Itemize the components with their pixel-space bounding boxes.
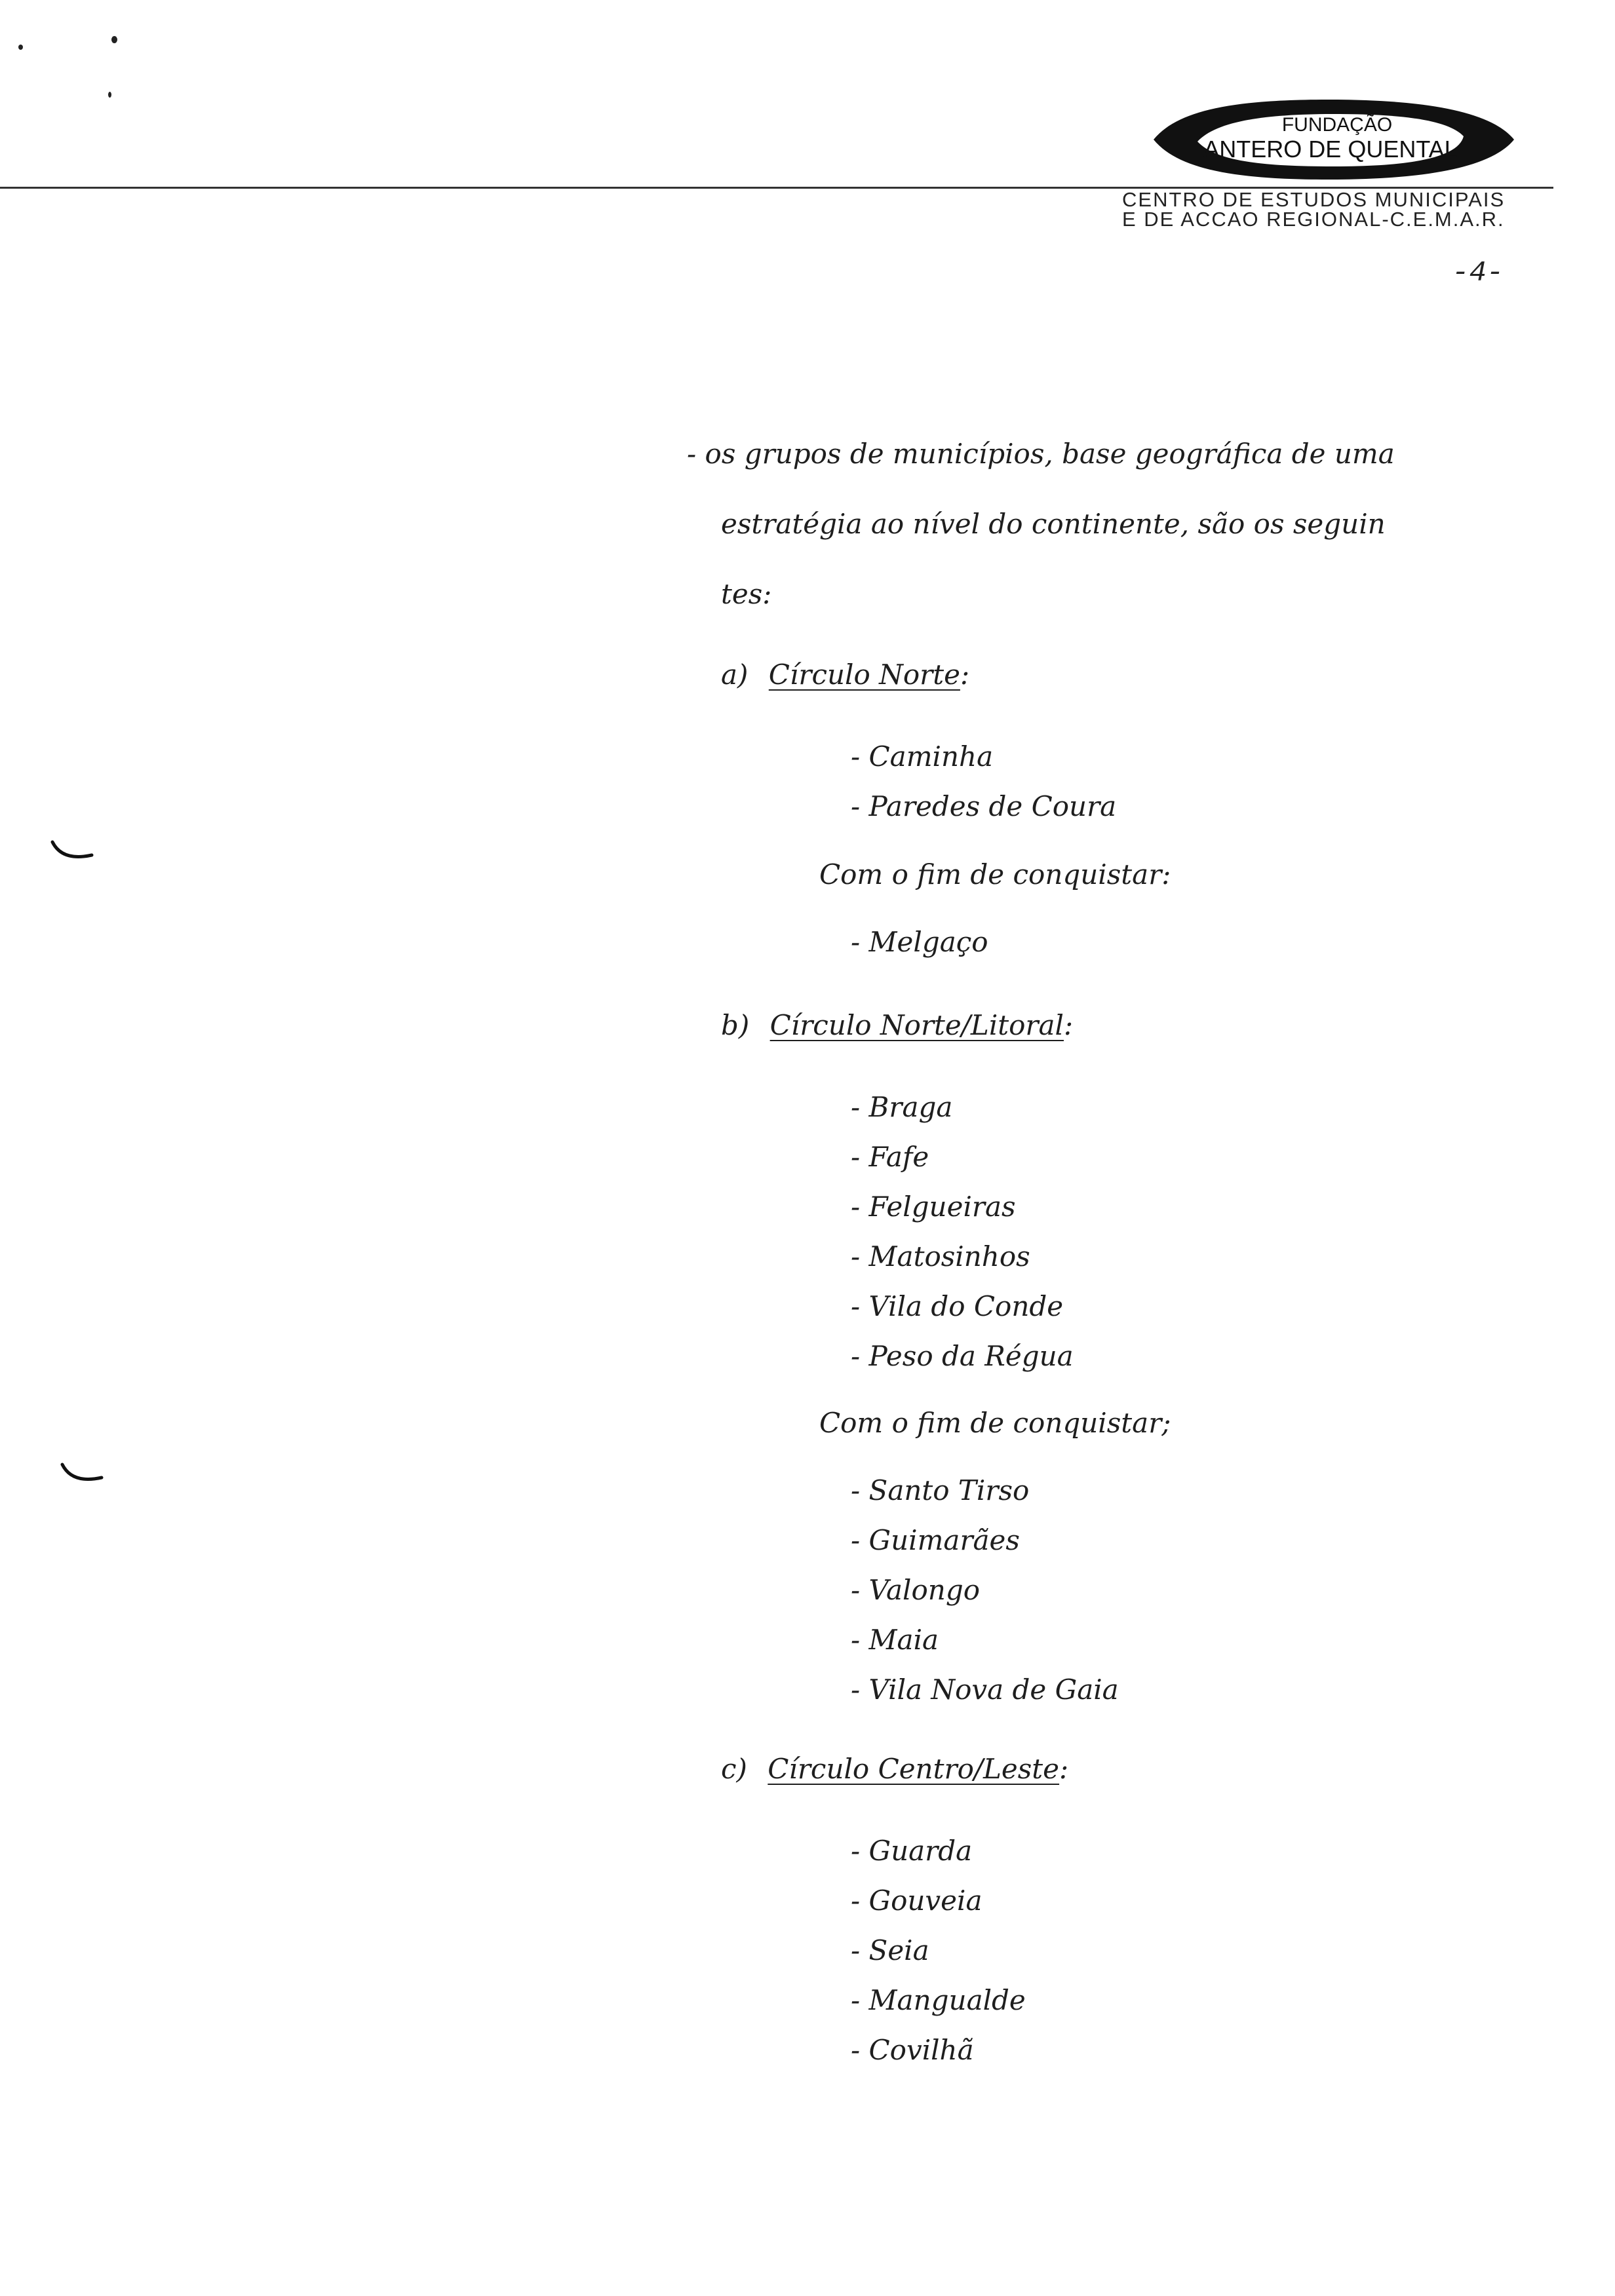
punch-hole-mark-icon (59, 1461, 105, 1487)
section-c-title: Círculo Centro/Leste (768, 1753, 1060, 1785)
section-b-conquer-label: Com o fim de conquistar; (819, 1407, 1171, 1439)
section-a-label: a) (721, 659, 749, 691)
list-item: - Santo Tirso (851, 1474, 1030, 1506)
section-b-title: Círculo Norte/Litoral (769, 1009, 1064, 1041)
list-item: - Covilhã (851, 2034, 974, 2066)
logo-line1: FUNDAÇÃO (1281, 114, 1393, 136)
logo-emblem-icon (1150, 98, 1517, 183)
list-item: - Peso da Régua (851, 1340, 1074, 1372)
list-item: - Melgaço (851, 926, 988, 958)
list-item: - Felgueiras (851, 1191, 1016, 1223)
list-item: - Fafe (851, 1141, 929, 1173)
list-item: - Mangualde (851, 1984, 1026, 2016)
list-item: - Maia (851, 1624, 939, 1656)
list-item: - Braga (851, 1091, 953, 1123)
section-c-colon: : (1059, 1753, 1069, 1785)
list-item: - Vila do Conde (851, 1290, 1064, 1322)
institution-name (1122, 190, 1505, 229)
list-item: - Valongo (851, 1574, 980, 1606)
foundation-logo (1150, 98, 1517, 183)
intro-line-3: tes: (721, 578, 772, 610)
scan-speck (18, 45, 23, 50)
list-item: - Caminha (851, 740, 994, 773)
scan-speck (111, 36, 117, 43)
section-a-colon: : (960, 659, 970, 691)
section-a-heading (721, 659, 969, 691)
list-item: - Seia (851, 1934, 929, 1966)
institution-line2: E DE ACCAO REGIONAL-C.E.M.A.R. (1122, 208, 1505, 231)
section-a-title: Círculo Norte (768, 659, 960, 691)
page-number: -4- (1452, 257, 1504, 290)
section-c-label: c) (721, 1753, 747, 1785)
logo-line2: ANTERO DE QUENTAL (1203, 136, 1458, 163)
section-b-heading (721, 1009, 1073, 1041)
section-c-heading (721, 1753, 1068, 1785)
list-item: - Gouveia (851, 1885, 983, 1917)
intro-line-1: - os grupos de municípios, base geográfica de uma (687, 438, 1395, 470)
list-item: - Matosinhos (851, 1240, 1030, 1272)
list-item: - Vila Nova de Gaia (851, 1674, 1119, 1706)
list-item: - Guarda (851, 1835, 973, 1867)
section-b-label: b) (721, 1009, 750, 1041)
list-item: - Guimarães (851, 1524, 1020, 1556)
punch-hole-mark-icon (49, 839, 95, 865)
intro-line-2: estratégia ao nível do continente, são os seguin (721, 508, 1386, 540)
section-a-conquer-label: Com o fim de conquistar: (819, 858, 1171, 890)
institution-line1: CENTRO DE ESTUDOS MUNICIPAIS (1122, 188, 1506, 211)
section-b-colon: : (1063, 1009, 1074, 1041)
scan-speck (108, 92, 111, 98)
list-item: - Paredes de Coura (851, 790, 1117, 822)
